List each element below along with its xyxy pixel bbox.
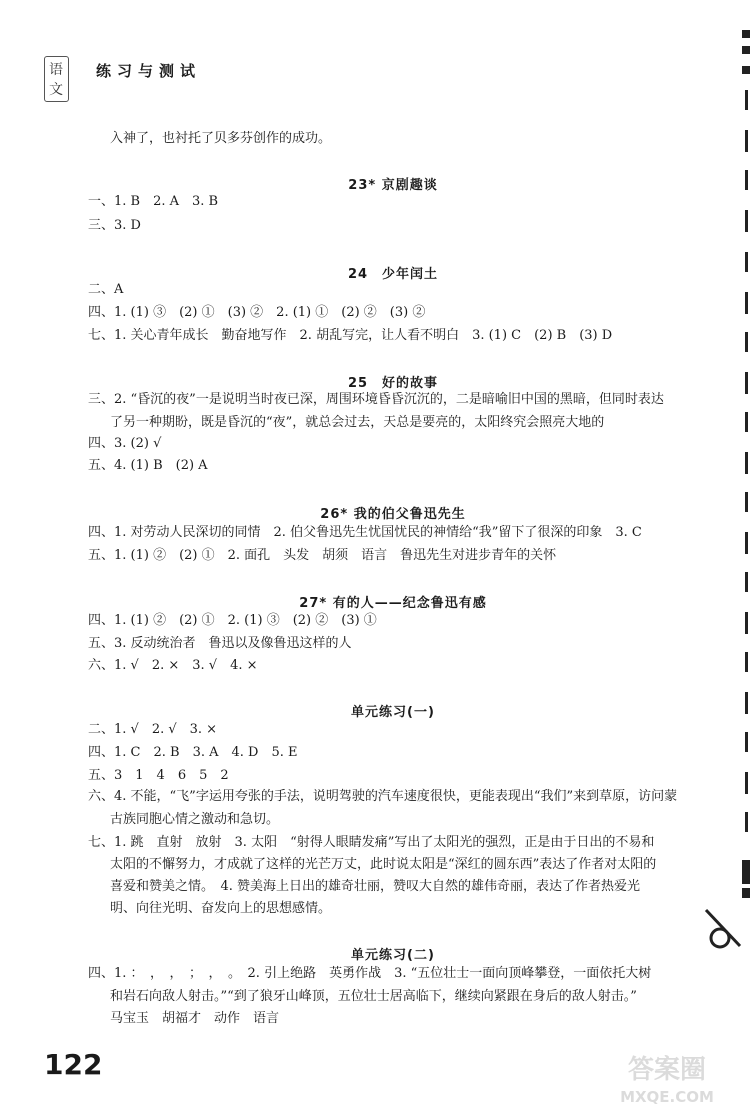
answer-line: 二、A: [88, 282, 124, 297]
answer-line: 七、1. 关心青年成长 勤奋地写作 2. 胡乱写完，让人看不明白 3. (1) C (2) B (3) D: [88, 328, 613, 343]
answer-line: 五、4. (1) B (2) A: [88, 458, 208, 473]
page-number: 122: [44, 1048, 103, 1081]
answer-line: 喜爱和赞美之情。 4. 赞美海上日出的雄奇壮丽，赞叹大自然的雄伟奇丽，表达了作者热爱光: [110, 879, 641, 894]
answer-line: 三、2. “昏沉的夜”一是说明当时夜已深，周围环境昏昏沉沉的，二是暗喻旧中国的黑暗，但同时表达: [88, 392, 664, 407]
answer-line: 一、1. B 2. A 3. B: [88, 194, 219, 209]
answer-line: 四、1. (1) ③ (2) ① (3) ② 2. (1) ① (2) ② (3) ②: [88, 305, 426, 320]
section-heading-24: 24 少年闰土: [347, 267, 439, 282]
answer-line: 太阳的不懈努力，才成就了这样的光芒万丈，此时说太阳是“深红的圆东西”表达了作者对太阳的: [110, 857, 657, 872]
section-heading-26: 26* 我的伯父鲁迅先生: [320, 507, 466, 522]
section-heading-27: 27* 有的人——纪念鲁迅有感: [299, 596, 487, 611]
answer-line: 二、1. √ 2. √ 3. ×: [88, 722, 218, 737]
answer-line: 六、1. √ 2. × 3. √ 4. ×: [88, 658, 258, 673]
intro-line: 入神了，也衬托了贝多芬创作的成功。: [110, 131, 332, 146]
edge-register-marks: [736, 20, 750, 1030]
answer-line: 明、向往光明、奋发向上的思想感情。: [110, 901, 332, 916]
unit-exercise-2-heading: 单元练习(二): [351, 948, 435, 963]
answer-line: 四、1. ： ， ， ； ， 。 2. 引上绝路 英勇作战 3. “五位壮士一面向顶峰攀登，一面依托大树: [88, 966, 652, 981]
section-heading-23: 23* 京剧趣谈: [348, 178, 438, 193]
watermark-logo: [592, 1050, 742, 1110]
answer-line: 了另一种期盼，既是昏沉的“夜”，就总会过去，天总是要亮的，太阳终究会照亮大地的: [110, 415, 605, 430]
answer-line: 四、1. 对劳动人民深切的同情 2. 伯父鲁迅先生忧国忧民的神情给“我”留下了很深的印象 3. C: [88, 525, 642, 540]
answer-line: 五、1. (1) ② (2) ① 2. 面孔 头发 胡须 语言 鲁迅先生对进步青年的关怀: [88, 548, 557, 563]
subject-badge: 语文: [44, 56, 69, 102]
answer-line: 四、1. (1) ② (2) ① 2. (1) ③ (2) ② (3) ①: [88, 613, 377, 628]
answer-line: 古族同胞心情之激动和急切。: [110, 812, 280, 827]
book-title: 练习与测试: [96, 62, 202, 80]
answer-line: 和岩石向敌人射击。”“到了狼牙山峰顶，五位壮士居高临下，继续向紧跟在身后的敌人射击。”: [110, 989, 637, 1004]
watermark-url: MXQE.COM: [620, 1088, 714, 1106]
section-heading-25: 25 好的故事: [347, 376, 439, 391]
answer-line: 四、3. (2) √: [88, 436, 162, 451]
answer-line: 七、1. 跳 直射 放射 3. 太阳 “射得人眼睛发痛”写出了太阳光的强烈，正是由于日出的不易和: [88, 835, 655, 850]
corner-swirl-icon: [700, 902, 746, 954]
answer-line: 五、3 1 4 6 5 2: [88, 768, 229, 783]
answer-line: 三、3. D: [88, 218, 141, 233]
answer-line: 六、4. 不能，“飞”字运用夸张的手法，说明驾驶的汽车速度很快，更能表现出“我们”来到草原，访问蒙: [88, 789, 678, 804]
answer-line: 五、3. 反动统治者 鲁迅以及像鲁迅这样的人: [88, 636, 352, 651]
answer-line: 四、1. C 2. B 3. A 4. D 5. E: [88, 745, 298, 760]
answer-line: 马宝玉 胡福才 动作 语言: [110, 1011, 280, 1026]
unit-exercise-1-heading: 单元练习(一): [351, 705, 435, 720]
watermark-text: 答案圈: [627, 1055, 707, 1085]
